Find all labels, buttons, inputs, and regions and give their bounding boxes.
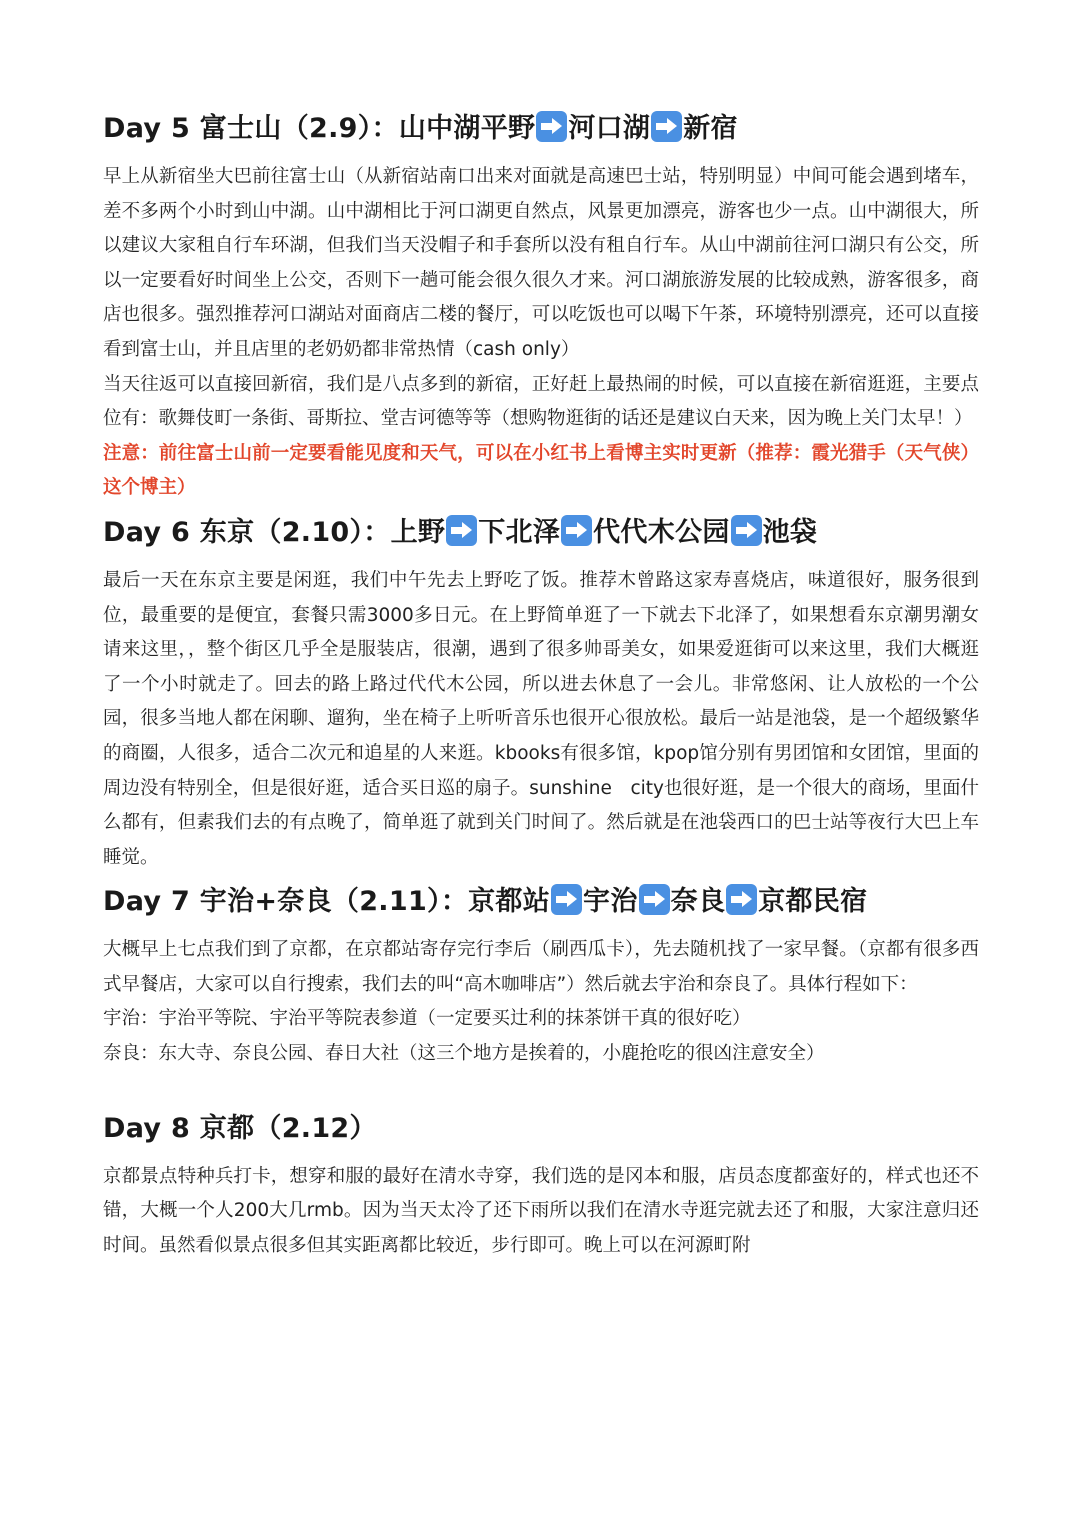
day-7-paragraph-nara: 奈良：东大寺、奈良公园、春日大社（这三个地方是挨着的，小鹿抢吃的很凶注意安全） <box>103 1043 825 1065</box>
day-6-title-part-4: 池袋 <box>762 516 818 548</box>
day-8-section <box>103 1108 979 1264</box>
right-arrow-icon <box>731 515 762 546</box>
day-6-title-part-3: 代代木公园 <box>593 516 730 548</box>
day-7-section <box>103 881 979 1071</box>
right-arrow-icon <box>446 515 477 546</box>
right-arrow-icon <box>639 884 670 915</box>
day-5-title-part-1: Day 5 富士山（2.9）：山中湖平野 <box>103 113 536 144</box>
day-7-paragraph-1: 大概早上七点我们到了京都，在京都站寄存完行李后（刷西瓜卡），先去随机找了一家早餐。（京都有很多西式早餐店，大家可以自行搜索，我们去的叫“高木咖啡店”）然后就去宇治和奈良了。具体行程如下： <box>103 939 979 995</box>
day-5-section <box>103 108 979 506</box>
day-8-paragraph-1: 京都景点特种兵打卡，想穿和服的最好在清水寺穿，我们选的是冈本和服，店员态度都蛮好的，样式也还不错，大概一个人200大几rmb。因为当天太冷了还下雨所以我们在清水寺逛完就去还了和服，大家注意归还时间。虽然看似景点很多但其实距离都比较近，步行即可。晚上可以在河源町附 <box>103 1165 979 1256</box>
day-6-title-part-2: 下北泽 <box>478 516 561 548</box>
right-arrow-icon <box>551 884 582 915</box>
day-5-paragraph-1: 早上从新宿坐大巴前往富士山（从新宿站南口出来对面就是高速巴士站，特别明显）中间可能会遇到堵车，差不多两个小时到山中湖。山中湖相比于河口湖更自然点，风景更加漂亮，游客也少一点。山中湖很大，所以建议大家租自行车环湖，但我们当天没帽子和手套所以没有租自行车。从山中湖前往河口湖只有公交，所以一定要看好时间坐上公交，否则下一趟可能会很久很久才来。河口湖旅游发展的比较成熟，游客很多，商店也很多。强烈推荐河口湖站对面商店二楼的餐厅，可以吃饭也可以喝下午茶，环境特别漂亮，还可以直接看到富士山，并且店里的老奶奶都非常热情（cash only） <box>103 166 979 360</box>
day-6-title-part-1: Day 6 东京（2.10）：上野 <box>103 516 446 548</box>
day-7-title-part-1: Day 7 宇治+奈良（2.11）：京都站 <box>103 886 551 918</box>
right-arrow-icon <box>561 515 592 546</box>
day-7-title-part-2: 宇治 <box>583 886 638 918</box>
section-spacer <box>103 1072 979 1108</box>
right-arrow-icon <box>651 111 682 142</box>
day-8-title-part-1: Day 8 京都（2.12） <box>103 1112 377 1144</box>
day-7-title <box>103 881 979 923</box>
day-6-title <box>103 512 979 554</box>
day-5-note: 注意：前往富士山前一定要看能见度和天气，可以在小红书上看博主实时更新（推荐：霞光猎手（天气侠）这个博主） <box>103 442 979 499</box>
document-page <box>103 108 979 1263</box>
day-8-title <box>103 1108 979 1150</box>
day-5-title-part-3: 新宿 <box>683 113 738 144</box>
day-5-title-part-2: 河口湖 <box>568 113 651 144</box>
right-arrow-icon <box>536 111 567 142</box>
day-5-title <box>103 108 979 150</box>
day-6-paragraph-1: 最后一天在东京主要是闲逛，我们中午先去上野吃了饭。推荐木曾路这家寿喜烧店，味道很好，服务很到位，最重要的是便宜，套餐只需3000多日元。在上野简单逛了一下就去下北泽了，如果想看东京潮男潮女请来这里，，整个街区几乎全是服装店，很潮，遇到了很多帅哥美女，如果爱逛街可以来这里，我们大概逛了一个小时就走了。回去的路上路过代代木公园，所以进去休息了一会儿。非常悠闲、让人放松的一个公园，很多当地人都在闲聊、遛狗，坐在椅子上听听音乐也很开心很放松。最后一站是池袋，是一个超级繁华的商圈，人很多，适合二次元和追星的人来逛。kbooks有很多馆，kpop馆分别有男团馆和女团馆，里面的周边没有特别全，但是很好逛，适合买日巡的扇子。sunshine city也很好逛，是一个很大的商场，里面什么都有，但素我们去的有点晚了，简单逛了就到关门时间了。然后就是在池袋西口的巴士站等夜行大巴上车睡觉。 <box>103 569 979 868</box>
day-7-title-part-4: 京都民宿 <box>758 886 868 918</box>
day-7-paragraph-uji: 宇治：宇治平等院、宇治平等院表参道（一定要买辻利的抹茶饼干真的很好吃） <box>103 1008 751 1030</box>
day-5-paragraph-2: 当天往返可以直接回新宿，我们是八点多到的新宿，正好赶上最热闹的时候，可以直接在新宿逛逛，主要点位有：歌舞伎町一条街、哥斯拉、堂吉诃德等等（想购物逛街的话还是建议白天来，因为晚上关门太早！） <box>103 373 979 430</box>
right-arrow-icon <box>726 884 757 915</box>
day-7-title-part-3: 奈良 <box>670 886 726 918</box>
day-6-section <box>103 512 979 875</box>
